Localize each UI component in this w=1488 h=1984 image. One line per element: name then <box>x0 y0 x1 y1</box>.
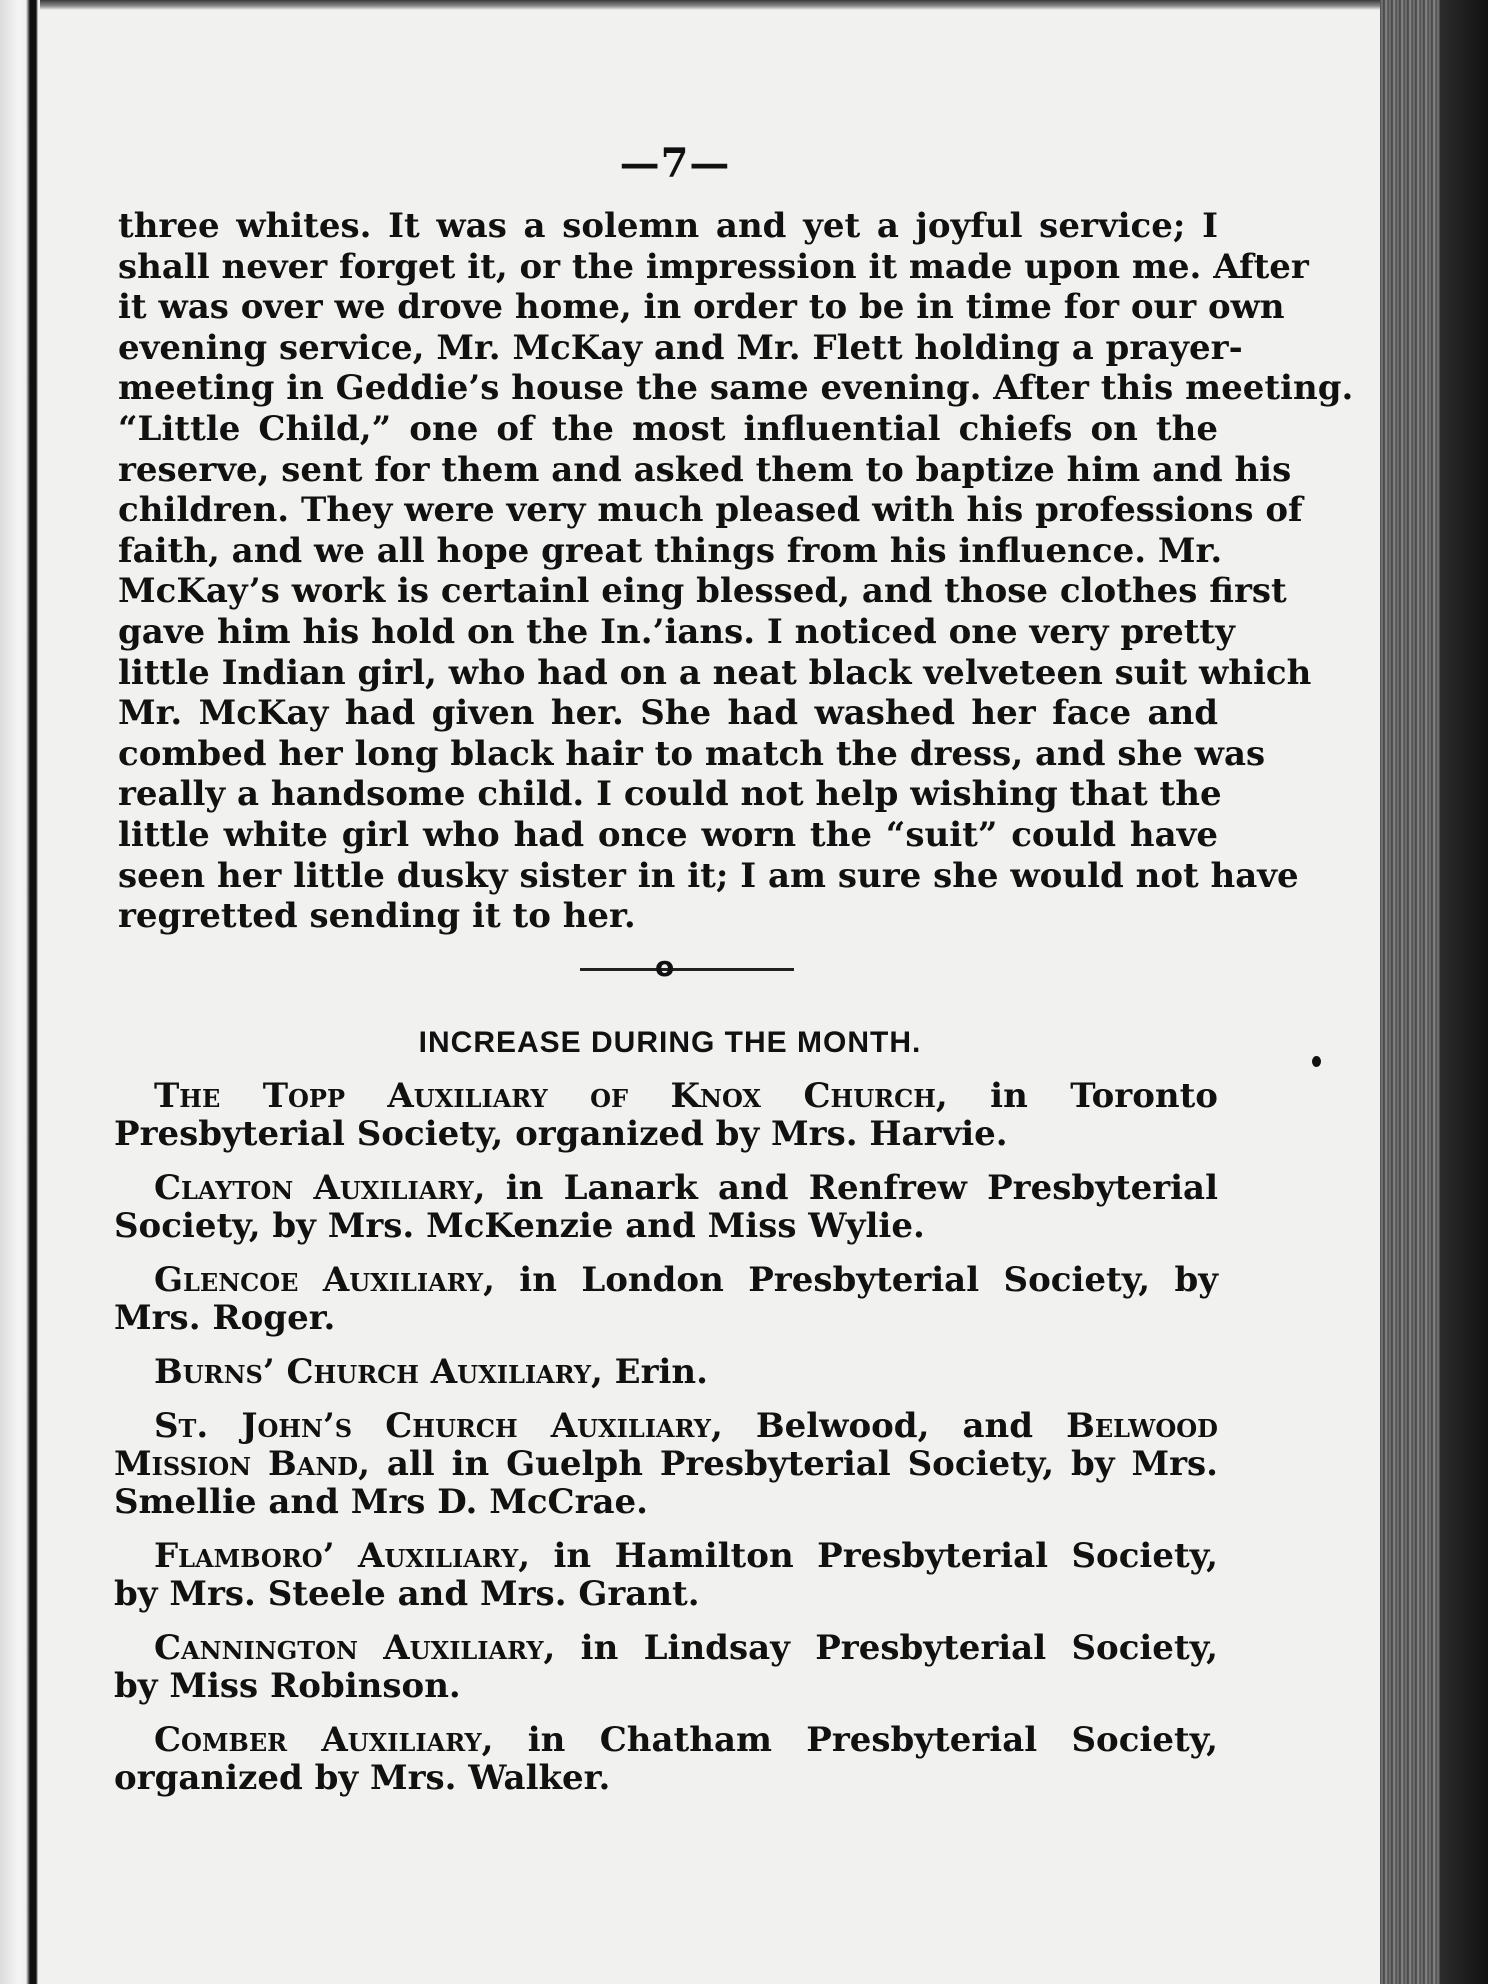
auxiliary-details: Presbyterial Society, organized by Mrs. Harvie. <box>114 1114 1008 1154</box>
auxiliary-name: Flamboro’ Auxiliary, <box>154 1536 531 1576</box>
auxiliary-details: Mrs. Roger. <box>114 1298 336 1338</box>
auxiliary-details: in Lanark and Renfrew Presbyterial <box>485 1168 1218 1208</box>
paragraph-line: gave him his hold on the In.’ians. I noticed one very pretty <box>118 612 1235 652</box>
paragraph-line: little white girl who had once worn the “suit” could have <box>118 815 1218 855</box>
auxiliary-entry-line <box>114 1666 1218 1706</box>
paragraph-line: combed her long black hair to match the dress, and she was <box>118 733 1266 774</box>
auxiliary-details: by Miss Robinson. <box>114 1666 461 1706</box>
auxiliary-details: in Lindsay Presbyterial Society, <box>555 1628 1218 1668</box>
auxiliary-entry-line <box>154 1628 1218 1668</box>
paragraph-line: little Indian girl, who had on a neat black velveteen suit which <box>118 652 1312 693</box>
auxiliary-entry-line <box>114 1444 1218 1484</box>
auxiliary-name: Glencoe Auxiliary, <box>154 1260 495 1300</box>
auxiliary-details: Erin. <box>602 1352 708 1392</box>
auxiliary-name: Clayton Auxiliary, <box>154 1168 486 1208</box>
paragraph-line: seen her little dusky sister in it; I am sure she would not have <box>118 855 1299 896</box>
auxiliary-details: Society, by Mrs. McKenzie and Miss Wylie. <box>114 1206 925 1246</box>
auxiliary-entry-line <box>154 1168 1218 1208</box>
book-cover-edge <box>1440 0 1488 1984</box>
auxiliary-entry-line <box>114 1114 1218 1154</box>
auxiliary-name: The Topp Auxiliary of Knox Church, <box>154 1076 948 1116</box>
paragraph-line: shall never forget it, or the impression it made upon me. After <box>118 246 1309 287</box>
paragraph-line: evening service, Mr. McKay and Mr. Flett holding a prayer- <box>118 327 1243 368</box>
auxiliary-entry-line <box>154 1536 1218 1576</box>
auxiliary-name: Cannington Auxiliary, <box>154 1628 556 1668</box>
auxiliary-details: all in Guelph Presbyterial Society, by Mrs. <box>369 1444 1218 1484</box>
auxiliary-entry-line <box>154 1076 1218 1116</box>
auxiliary-details: in London Presbyterial Society, by <box>494 1260 1218 1300</box>
paragraph-line: regretted sending it to her. <box>118 896 636 937</box>
auxiliary-entry-line <box>154 1260 1218 1300</box>
paragraph-line: meeting in Geddie’s house the same evening. After this meeting. <box>118 368 1354 409</box>
page-number: —7— <box>619 140 731 187</box>
auxiliary-entry-line <box>154 1352 1218 1392</box>
auxiliary-entry-line <box>114 1482 1218 1522</box>
paragraph-line: really a handsome child. I could not help wishing that the <box>118 774 1222 815</box>
section-heading: INCREASE DURING THE MONTH. <box>418 1026 922 1059</box>
book-binding-edge <box>0 0 38 1984</box>
paragraph-line: Mr. McKay had given her. She had washed her face and <box>118 693 1218 734</box>
auxiliary-details: in Toronto <box>947 1076 1218 1116</box>
auxiliary-entry-line <box>114 1574 1218 1614</box>
ink-speck <box>1312 1056 1321 1067</box>
paragraph-line: children. They were very much pleased with his professions of <box>118 490 1303 531</box>
auxiliary-details: Smellie and Mrs D. McCrae. <box>114 1482 649 1522</box>
auxiliary-details: in Hamilton Presbyterial Society, <box>530 1536 1219 1576</box>
paragraph-line: it was over we drove home, in order to be in time for our own <box>118 287 1285 328</box>
auxiliary-name: Comber Auxiliary, <box>154 1720 494 1760</box>
auxiliary-entry-line <box>114 1298 1218 1338</box>
paragraph-line: reserve, sent for them and asked them to baptize him and his <box>118 449 1292 490</box>
auxiliary-details: Belwood, and <box>722 1406 1067 1446</box>
auxiliary-entry-line <box>154 1406 1218 1446</box>
auxiliary-details: organized by Mrs. Walker. <box>114 1758 611 1798</box>
auxiliary-entry-line <box>154 1720 1218 1760</box>
auxiliary-name: St. John’s Church Auxiliary, <box>154 1406 723 1446</box>
auxiliary-name: Mission Band, <box>114 1444 370 1484</box>
paragraph-line: “Little Child,” one of the most influential chiefs on the <box>118 409 1218 449</box>
paragraph-line: McKay’s work is certainl eing blessed, and those clothes first <box>118 571 1287 612</box>
section-divider-mark: o <box>655 950 675 983</box>
auxiliary-details: in Chatham Presbyterial Society, <box>493 1720 1218 1760</box>
auxiliary-details: by Mrs. Steele and Mrs. Grant. <box>114 1574 700 1614</box>
section-divider-rule <box>580 968 794 971</box>
paragraph-line: three whites. It was a solemn and yet a joyful service; I <box>118 206 1218 246</box>
paragraph-line: faith, and we all hope great things from his influence. Mr. <box>118 530 1223 571</box>
auxiliary-name: Burns’ Church Auxiliary, <box>154 1352 603 1392</box>
top-edge-shadow <box>40 0 1390 10</box>
auxiliary-entry-line <box>114 1758 1218 1798</box>
auxiliary-entry-line <box>114 1206 1218 1246</box>
auxiliary-name: Belwood <box>1066 1406 1218 1446</box>
